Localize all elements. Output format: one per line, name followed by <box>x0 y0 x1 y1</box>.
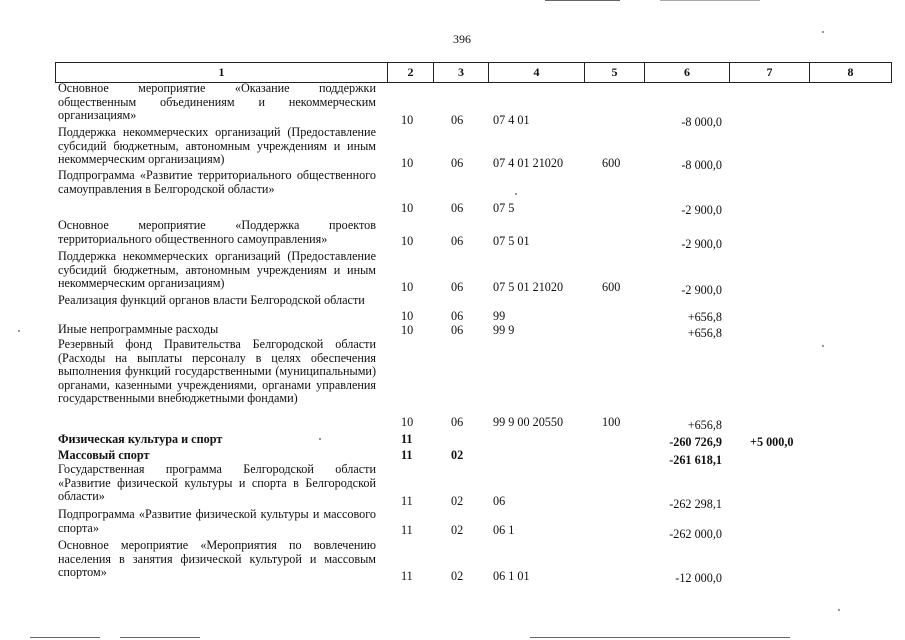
row-subsection: 06 <box>451 323 464 337</box>
row-amount: +656,8 <box>687 326 722 340</box>
row-amount: +656,8 <box>687 310 722 324</box>
row-section: 11 <box>401 494 413 508</box>
row-amount: -260 726,9 <box>669 435 722 449</box>
scan-speck <box>822 31 824 33</box>
row-expense-type: 600 <box>602 280 621 294</box>
row-name: Поддержка некоммерческих организаций (Предоставление субсидий бюджетным, автономным учреждениям и иным некоммерческим организациям) <box>58 125 376 167</box>
row-name: Государственная программа Белгородской области «Развитие физической культуры и спорта в Белгородской области» <box>58 462 376 504</box>
row-section: 10 <box>401 156 414 170</box>
row-section: 11 <box>401 448 413 462</box>
row-amount: -12 000,0 <box>675 571 722 585</box>
row-subsection: 02 <box>451 569 464 583</box>
header-col-3: 3 <box>434 63 489 83</box>
row-amount: -2 900,0 <box>681 237 722 251</box>
row-subsection: 06 <box>451 113 464 127</box>
row-name: Подпрограмма «Развитие территориального общественного самоуправления в Белгородской области» <box>58 168 376 196</box>
header-col-6: 6 <box>645 63 730 83</box>
header-col-1: 1 <box>56 63 388 83</box>
row-subsection: 06 <box>451 309 464 323</box>
row-amount: -8 000,0 <box>681 158 722 172</box>
row-amount-2: +5 000,0 <box>750 435 794 449</box>
row-section: 11 <box>401 523 413 537</box>
row-target-code: 07 5 <box>493 201 515 215</box>
scan-rule-bottom <box>30 637 100 638</box>
header-col-2: 2 <box>388 63 434 83</box>
row-subsection: 02 <box>451 448 464 462</box>
row-name: Реализация функций органов власти Белгородской области <box>58 293 365 307</box>
row-expense-type: 600 <box>602 156 621 170</box>
row-name: Основное мероприятие «Оказание поддержки общественным объединениям и некоммерческим организациям» <box>58 81 376 123</box>
row-target-code: 07 4 01 21020 <box>493 156 564 170</box>
header-col-8: 8 <box>810 63 892 83</box>
row-section: 10 <box>401 415 414 429</box>
row-amount: -8 000,0 <box>681 115 722 129</box>
row-amount: -262 298,1 <box>669 497 722 511</box>
row-name: Основное мероприятие «Поддержка проектов территориального общественного самоуправления» <box>58 218 376 246</box>
row-section: 10 <box>401 234 414 248</box>
row-name: Массовый спорт <box>58 448 150 462</box>
row-section: 11 <box>401 432 413 446</box>
row-amount: -261 618,1 <box>669 453 722 467</box>
row-subsection: 06 <box>451 415 464 429</box>
row-section: 10 <box>401 323 414 337</box>
row-target-code: 07 5 01 <box>493 234 530 248</box>
row-name: Физическая культура и спорт <box>58 432 223 446</box>
row-target-code: 06 1 <box>493 523 515 537</box>
column-header-table <box>55 62 892 83</box>
scan-speck <box>18 330 20 332</box>
scan-speck <box>838 609 840 611</box>
scan-speck <box>515 193 517 195</box>
row-name: Основное мероприятие «Мероприятия по вовлечению населения в занятия физической культурой и массовым спортом» <box>58 538 376 580</box>
row-section: 11 <box>401 569 413 583</box>
row-target-code: 06 1 01 <box>493 569 530 583</box>
row-subsection: 02 <box>451 523 464 537</box>
row-section: 10 <box>401 280 414 294</box>
scan-speck <box>319 438 321 440</box>
scan-rule-top-2 <box>660 0 760 1</box>
row-name: Иные непрограммные расходы <box>58 322 219 336</box>
row-subsection: 06 <box>451 280 464 294</box>
row-subsection: 06 <box>451 234 464 248</box>
row-amount: -262 000,0 <box>669 527 722 541</box>
row-name: Поддержка некоммерческих организаций (Предоставление субсидий бюджетным, автономным учреждениям и иным некоммерческим организациям) <box>58 249 376 291</box>
row-target-code: 07 5 01 21020 <box>493 280 564 294</box>
row-name: Подпрограмма «Развитие физической культуры и массового спорта» <box>58 507 376 535</box>
row-name: Резервный фонд Правительства Белгородской области (Расходы на выплаты персоналу в целях обеспечения выполнения функций государственными (муниципальными) органами, казенными учреждениями, органами управления государственными внебюджетными фондами) <box>58 337 376 406</box>
row-subsection: 02 <box>451 494 464 508</box>
header-col-4: 4 <box>489 63 585 83</box>
row-target-code: 99 9 00 20550 <box>493 415 564 429</box>
row-subsection: 06 <box>451 156 464 170</box>
header-col-5: 5 <box>585 63 645 83</box>
scan-speck <box>822 345 824 347</box>
row-target-code: 07 4 01 <box>493 113 530 127</box>
row-subsection: 06 <box>451 201 464 215</box>
row-amount: +656,8 <box>687 418 722 432</box>
row-target-code: 99 9 <box>493 323 515 337</box>
row-amount: -2 900,0 <box>681 203 722 217</box>
row-section: 10 <box>401 201 414 215</box>
row-expense-type: 100 <box>602 415 621 429</box>
page-number: 396 <box>453 32 471 46</box>
row-target-code: 99 <box>493 309 506 323</box>
row-section: 10 <box>401 309 414 323</box>
row-section: 10 <box>401 113 414 127</box>
header-col-7: 7 <box>730 63 810 83</box>
row-target-code: 06 <box>493 494 506 508</box>
scan-rule-bottom-2 <box>120 637 200 638</box>
row-amount: -2 900,0 <box>681 283 722 297</box>
scan-rule-top <box>545 0 620 1</box>
scan-rule-bottom-3 <box>530 637 790 638</box>
